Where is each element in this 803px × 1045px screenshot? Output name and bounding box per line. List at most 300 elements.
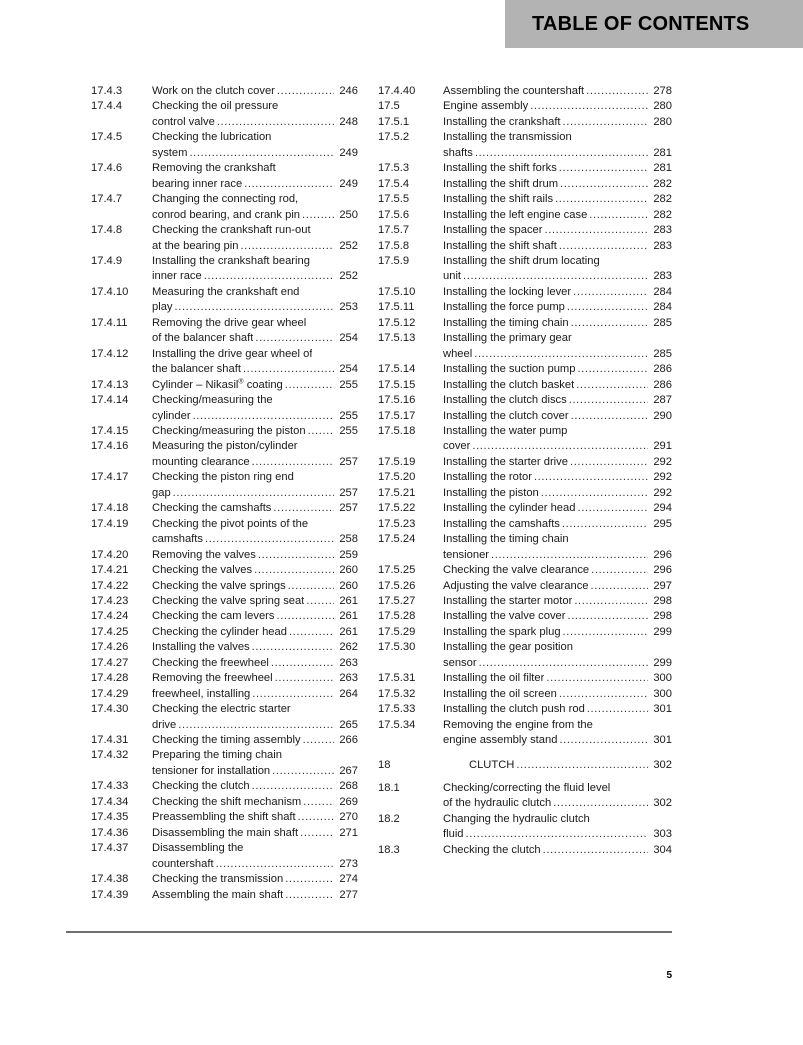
toc-entry-text bbox=[152, 579, 358, 594]
toc-entry-label: Installing the suction pump bbox=[443, 363, 576, 376]
toc-column-left bbox=[91, 84, 358, 903]
toc-leader-dots bbox=[559, 239, 648, 254]
toc-entry[interactable] bbox=[91, 548, 358, 563]
toc-leader-dots bbox=[285, 378, 334, 393]
toc-entry-label: freewheel, installing bbox=[152, 687, 251, 700]
toc-entry[interactable] bbox=[378, 563, 672, 578]
toc-entry-label: Checking the electric starter bbox=[152, 703, 291, 716]
toc-entry-number: 17.4.35 bbox=[91, 811, 129, 824]
toc-entry[interactable] bbox=[378, 594, 672, 609]
toc-entry-label: Installing the shift drum locating bbox=[443, 254, 600, 267]
toc-entry-text bbox=[443, 563, 672, 578]
toc-entry-label: Installing the transmission bbox=[443, 131, 572, 144]
toc-entry-number: 17.5.28 bbox=[378, 610, 416, 623]
toc-entry-number: 17.4.11 bbox=[91, 316, 128, 329]
toc-chapter-entry[interactable] bbox=[378, 758, 672, 773]
toc-entry-number: 17.4.32 bbox=[91, 749, 129, 762]
toc-entry-number: 17.4.26 bbox=[91, 641, 129, 654]
toc-leader-dots bbox=[288, 579, 334, 594]
toc-entry[interactable] bbox=[378, 316, 672, 331]
toc-entry[interactable] bbox=[378, 718, 672, 749]
toc-leader-dots bbox=[271, 656, 334, 671]
toc-entry[interactable] bbox=[91, 192, 358, 223]
toc-entry-page: 298 bbox=[653, 610, 672, 623]
toc-entry-label: bearing inner race bbox=[152, 177, 243, 190]
toc-entry-text bbox=[152, 99, 358, 130]
toc-entry-page: 246 bbox=[339, 85, 358, 97]
toc-entry-number: 17.4.25 bbox=[91, 625, 129, 638]
toc-entry-label: Assembling the countershaft bbox=[443, 85, 585, 97]
toc-entry-label: conrod bearing, and crank pin bbox=[152, 208, 301, 221]
toc-entry[interactable] bbox=[91, 501, 358, 516]
toc-entry-number: 17.5.4 bbox=[378, 177, 410, 190]
toc-entry-number: 17.5.26 bbox=[378, 579, 416, 592]
toc-leader-dots bbox=[546, 671, 648, 686]
toc-entry[interactable] bbox=[91, 254, 358, 285]
toc-entry-text bbox=[469, 758, 672, 773]
toc-entry[interactable] bbox=[378, 331, 672, 362]
toc-entry[interactable] bbox=[91, 579, 358, 594]
toc-entry[interactable] bbox=[378, 223, 672, 238]
toc-entry-text bbox=[443, 781, 672, 812]
toc-entry-text bbox=[152, 254, 358, 285]
toc-entry-label: cover bbox=[443, 440, 471, 453]
toc-leader-dots bbox=[240, 239, 334, 254]
toc-entry-text bbox=[443, 177, 672, 192]
toc-leader-dots bbox=[289, 625, 334, 640]
toc-entry-page: 254 bbox=[339, 332, 358, 345]
toc-entry-text bbox=[443, 99, 672, 114]
toc-entry-label: Changing the hydraulic clutch bbox=[443, 812, 590, 825]
toc-leader-dots bbox=[273, 501, 334, 516]
toc-leader-dots bbox=[569, 393, 648, 408]
toc-leader-dots bbox=[300, 826, 334, 841]
toc-entry-label: Installing the spacer bbox=[443, 224, 543, 237]
toc-entry-label: Installing the oil filter bbox=[443, 672, 545, 685]
toc-entry[interactable] bbox=[378, 378, 672, 393]
toc-leader-dots bbox=[303, 733, 334, 748]
toc-entry-label: Installing the locking lever bbox=[443, 285, 572, 298]
toc-entry-label: Checking the pivot points of the bbox=[152, 517, 309, 530]
toc-entry[interactable] bbox=[91, 130, 358, 161]
toc-entry-number: 17.4.4 bbox=[91, 100, 123, 113]
toc-entry[interactable] bbox=[378, 501, 672, 516]
toc-leader-dots bbox=[255, 331, 334, 346]
toc-entry-label: Installing the starter motor bbox=[443, 594, 573, 607]
toc-leader-dots bbox=[272, 764, 334, 779]
toc-entry[interactable] bbox=[378, 362, 672, 377]
toc-entry-number: 17.4.28 bbox=[91, 672, 129, 685]
toc-entry-label: Preassembling the shift shaft bbox=[152, 811, 296, 824]
toc-entry-page: 280 bbox=[653, 100, 672, 113]
toc-entry-label: Removing the freewheel bbox=[152, 672, 273, 685]
toc-entry-text bbox=[152, 841, 358, 872]
toc-entry-page: 254 bbox=[339, 363, 358, 376]
toc-entry-label: cylinder bbox=[152, 409, 191, 422]
toc-leader-dots bbox=[577, 501, 648, 516]
toc-entry-label: Installing the shift drum bbox=[443, 177, 559, 190]
toc-entry-page: 260 bbox=[339, 564, 358, 577]
toc-entry-number: 17.4.9 bbox=[91, 254, 123, 267]
toc-leader-dots bbox=[244, 177, 334, 192]
toc-entry-text bbox=[152, 439, 358, 470]
toc-entry[interactable] bbox=[91, 378, 358, 393]
toc-entry[interactable] bbox=[378, 84, 672, 99]
toc-entry-number: 17.4.16 bbox=[91, 440, 129, 453]
toc-entry[interactable] bbox=[91, 161, 358, 192]
toc-entry-page: 259 bbox=[339, 548, 358, 561]
toc-entry[interactable] bbox=[378, 192, 672, 207]
toc-entry[interactable] bbox=[91, 702, 358, 733]
toc-entry[interactable] bbox=[378, 609, 672, 624]
toc-leader-dots bbox=[302, 208, 334, 223]
toc-entry-page: 287 bbox=[653, 394, 672, 407]
toc-entry-page: 296 bbox=[653, 564, 672, 577]
toc-entry[interactable] bbox=[91, 99, 358, 130]
toc-entry[interactable] bbox=[91, 223, 358, 254]
toc-entry-number: 17.5.21 bbox=[378, 486, 416, 499]
toc-entry-label: Installing the camshafts bbox=[443, 517, 560, 530]
toc-entry-page: 300 bbox=[653, 687, 672, 700]
toc-entry[interactable] bbox=[378, 300, 672, 315]
toc-entry-text bbox=[152, 316, 358, 347]
toc-entry[interactable] bbox=[378, 254, 672, 285]
toc-entry[interactable] bbox=[91, 347, 358, 378]
toc-entry[interactable] bbox=[378, 161, 672, 176]
toc-leader-dots bbox=[463, 269, 648, 284]
toc-entry-label: Installing the clutch discs bbox=[443, 394, 567, 407]
toc-leader-dots bbox=[285, 888, 334, 903]
toc-entry-text bbox=[443, 501, 672, 516]
toc-entry-page: 261 bbox=[339, 625, 358, 638]
toc-entry-label: Removing the valves bbox=[152, 548, 256, 561]
toc-entry-text bbox=[443, 486, 672, 501]
toc-entry-number: 17.5.15 bbox=[378, 378, 416, 391]
toc-entry-page: 266 bbox=[339, 734, 358, 747]
toc-entry[interactable] bbox=[91, 84, 358, 99]
toc-entry-page: 296 bbox=[653, 548, 672, 561]
toc-entry-text bbox=[152, 517, 358, 548]
toc-entry-number: 17.5.20 bbox=[378, 471, 416, 484]
toc-entry-number: 18.2 bbox=[378, 812, 400, 825]
toc-entry[interactable] bbox=[378, 625, 672, 640]
toc-leader-dots bbox=[589, 208, 648, 223]
toc-entry[interactable] bbox=[378, 208, 672, 223]
toc-entry-label: Installing the gear position bbox=[443, 641, 573, 654]
toc-entry-label: fluid bbox=[443, 828, 464, 841]
toc-entry-page: 295 bbox=[653, 517, 672, 530]
toc-entry[interactable] bbox=[378, 781, 672, 812]
toc-leader-dots bbox=[573, 285, 648, 300]
toc-entry[interactable] bbox=[378, 812, 672, 843]
toc-entry-label: Installing the clutch push rod bbox=[443, 703, 585, 716]
toc-entry-page: 304 bbox=[653, 843, 672, 856]
toc-entry[interactable] bbox=[378, 702, 672, 717]
toc-entry[interactable] bbox=[91, 285, 358, 316]
toc-entry-number: 17.5.1 bbox=[378, 115, 410, 128]
toc-entry-label: Work on the clutch cover bbox=[152, 85, 275, 97]
toc-entry-number: 17.4.21 bbox=[91, 564, 129, 577]
toc-entry[interactable] bbox=[378, 843, 672, 858]
toc-entry[interactable] bbox=[91, 424, 358, 439]
toc-entry[interactable] bbox=[378, 99, 672, 114]
toc-entry-text bbox=[443, 718, 672, 749]
toc-entry-label: Checking the piston ring end bbox=[152, 471, 294, 484]
toc-entry[interactable] bbox=[378, 671, 672, 686]
toc-entry-page: 283 bbox=[653, 239, 672, 252]
toc-entry-number: 17.5.10 bbox=[378, 285, 416, 298]
toc-leader-dots bbox=[308, 424, 334, 439]
toc-entry-label: Measuring the piston/cylinder bbox=[152, 440, 298, 453]
toc-entry-page: 269 bbox=[339, 795, 358, 808]
toc-entry-page: 271 bbox=[339, 826, 358, 839]
toc-entry[interactable] bbox=[91, 517, 358, 548]
toc-entry-page: 302 bbox=[653, 797, 672, 810]
toc-entry-label: Engine assembly bbox=[443, 100, 529, 113]
toc-entry[interactable] bbox=[378, 115, 672, 130]
toc-leader-dots bbox=[193, 409, 334, 424]
toc-entry-label: Checking the camshafts bbox=[152, 502, 272, 515]
toc-entry-label: Cylinder – Nikasil® coating bbox=[152, 377, 283, 391]
toc-entry[interactable] bbox=[378, 640, 672, 671]
toc-entry-number: 17.4.29 bbox=[91, 687, 129, 700]
toc-leader-dots bbox=[285, 872, 334, 887]
toc-entry-label: the balancer shaft bbox=[152, 363, 241, 376]
toc-leader-dots bbox=[591, 563, 648, 578]
toc-entry-text bbox=[152, 625, 358, 640]
toc-entry-page: 250 bbox=[339, 208, 358, 221]
toc-entry-text bbox=[152, 609, 358, 624]
toc-entry-label: countershaft bbox=[152, 857, 214, 870]
toc-entry-page: 252 bbox=[339, 239, 358, 252]
toc-entry-label: Installing the shift shaft bbox=[443, 239, 557, 252]
toc-entry[interactable] bbox=[378, 517, 672, 532]
toc-entry-label: Installing the shift rails bbox=[443, 193, 554, 206]
toc-leader-dots bbox=[570, 455, 648, 470]
toc-entry-number: 17.4.6 bbox=[91, 162, 123, 175]
toc-entry-label: Preparing the timing chain bbox=[152, 749, 282, 762]
toc-entry-label: Installing the crankshaft bbox=[443, 115, 561, 128]
toc-column-right bbox=[378, 84, 672, 858]
toc-entry[interactable] bbox=[91, 640, 358, 655]
toc-entry-label: Installing the left engine case bbox=[443, 208, 588, 221]
toc-entry[interactable] bbox=[91, 872, 358, 887]
toc-entry-text bbox=[152, 501, 358, 516]
toc-entry-label: Checking the valves bbox=[152, 564, 253, 577]
toc-entry-number: 17.4.39 bbox=[91, 888, 129, 901]
toc-entry[interactable] bbox=[378, 393, 672, 408]
toc-leader-dots bbox=[534, 470, 648, 485]
toc-entry[interactable] bbox=[91, 795, 358, 810]
toc-entry[interactable] bbox=[91, 810, 358, 825]
toc-entry-number: 17.5.19 bbox=[378, 455, 416, 468]
toc-entry[interactable] bbox=[91, 439, 358, 470]
toc-entry-label: Checking/correcting the fluid level bbox=[443, 781, 611, 794]
toc-entry-label: Checking the cam levers bbox=[152, 610, 275, 623]
toc-entry[interactable] bbox=[91, 687, 358, 702]
toc-entry-text bbox=[152, 733, 358, 748]
toc-leader-dots bbox=[591, 579, 648, 594]
toc-entry-page: 299 bbox=[653, 656, 672, 669]
toc-entry[interactable] bbox=[378, 579, 672, 594]
toc-entry-page: 280 bbox=[653, 115, 672, 128]
toc-entry-text bbox=[152, 748, 358, 779]
toc-entry-number: 17.5.24 bbox=[378, 533, 416, 546]
toc-entry-page: 286 bbox=[653, 378, 672, 391]
toc-entry-page: 255 bbox=[339, 424, 358, 437]
toc-entry[interactable] bbox=[91, 594, 358, 609]
toc-entry-page: 299 bbox=[653, 625, 672, 638]
toc-entry-number: 17.4.30 bbox=[91, 703, 129, 716]
toc-entry[interactable] bbox=[378, 239, 672, 254]
toc-entry[interactable] bbox=[91, 393, 358, 424]
toc-entry-page: 255 bbox=[339, 378, 358, 391]
toc-entry-text bbox=[443, 470, 672, 485]
toc-entry[interactable] bbox=[91, 779, 358, 794]
toc-entry-page: 277 bbox=[339, 888, 358, 901]
toc-entry-page: 278 bbox=[653, 85, 672, 97]
toc-entry-page: 255 bbox=[339, 409, 358, 422]
toc-entry-page: 268 bbox=[339, 780, 358, 793]
toc-leader-dots bbox=[254, 563, 334, 578]
toc-entry[interactable] bbox=[91, 826, 358, 841]
toc-entry-page: 267 bbox=[339, 764, 358, 777]
toc-entry[interactable] bbox=[91, 656, 358, 671]
toc-entry-text bbox=[443, 424, 672, 455]
toc-entry-label: Assembling the main shaft bbox=[152, 888, 284, 901]
toc-leader-dots bbox=[479, 656, 648, 671]
toc-entry-label: wheel bbox=[443, 347, 473, 360]
toc-entry[interactable] bbox=[91, 316, 358, 347]
toc-leader-dots bbox=[555, 192, 648, 207]
toc-entry-number: 17.4.8 bbox=[91, 224, 123, 237]
toc-entry-page: 303 bbox=[653, 828, 672, 841]
toc-entry[interactable] bbox=[378, 424, 672, 455]
toc-entry-number: 17.5.29 bbox=[378, 625, 416, 638]
toc-leader-dots bbox=[563, 625, 648, 640]
toc-leader-dots bbox=[559, 687, 648, 702]
toc-entry-label: Checking the valve springs bbox=[152, 579, 286, 592]
toc-entry-label: mounting clearance bbox=[152, 455, 250, 468]
toc-entry[interactable] bbox=[91, 625, 358, 640]
toc-entry[interactable] bbox=[378, 532, 672, 563]
toc-entry-page: 252 bbox=[339, 270, 358, 283]
toc-entry-label: Removing the crankshaft bbox=[152, 162, 276, 175]
toc-entry-page: 257 bbox=[339, 502, 358, 515]
toc-entry-text bbox=[152, 393, 358, 424]
toc-leader-dots bbox=[560, 177, 648, 192]
toc-entry-text bbox=[443, 239, 672, 254]
toc-entry-number: 17.4.31 bbox=[91, 734, 129, 747]
toc-entry-number: 17.5.33 bbox=[378, 703, 416, 716]
toc-leader-dots bbox=[559, 161, 648, 176]
toc-entry-label: Installing the cylinder head bbox=[443, 502, 576, 515]
toc-entry-text bbox=[443, 455, 672, 470]
toc-entry-number: 17.5.30 bbox=[378, 641, 416, 654]
toc-entry-label: sensor bbox=[443, 656, 477, 669]
toc-entry-label: Installing the crankshaft bearing bbox=[152, 254, 310, 267]
toc-entry-number: 17.4.33 bbox=[91, 780, 129, 793]
toc-entry[interactable] bbox=[378, 687, 672, 702]
toc-entry-label: Installing the clutch basket bbox=[443, 378, 575, 391]
toc-leader-dots bbox=[571, 316, 648, 331]
toc-entry-number: 17.4.15 bbox=[91, 424, 129, 437]
toc-entry-page: 284 bbox=[653, 301, 672, 314]
toc-entry[interactable] bbox=[378, 177, 672, 192]
toc-entry-label: at the bearing pin bbox=[152, 239, 239, 252]
toc-entry[interactable] bbox=[378, 285, 672, 300]
toc-leader-dots bbox=[571, 409, 648, 424]
toc-entry-text bbox=[152, 84, 358, 99]
toc-entry[interactable] bbox=[91, 671, 358, 686]
toc-leader-dots bbox=[217, 115, 334, 130]
toc-entry-page: 265 bbox=[339, 718, 358, 731]
toc-entry-text bbox=[443, 812, 672, 843]
toc-entry[interactable] bbox=[91, 841, 358, 872]
toc-entry-text bbox=[152, 424, 358, 439]
toc-leader-dots bbox=[576, 378, 648, 393]
toc-entry-text bbox=[443, 285, 672, 300]
toc-entry-number: 17.4.3 bbox=[91, 85, 123, 97]
toc-leader-dots bbox=[563, 115, 648, 130]
toc-leader-dots bbox=[541, 486, 648, 501]
toc-entry[interactable] bbox=[91, 733, 358, 748]
toc-leader-dots bbox=[474, 347, 648, 362]
toc-entry[interactable] bbox=[91, 609, 358, 624]
toc-leader-dots bbox=[559, 733, 648, 748]
toc-entry-number: 17.5.3 bbox=[378, 162, 410, 175]
toc-entry[interactable] bbox=[91, 888, 358, 903]
toc-entry[interactable] bbox=[378, 455, 672, 470]
toc-entry-page: 283 bbox=[653, 270, 672, 283]
toc-entry-text bbox=[443, 579, 672, 594]
toc-entry-label: Changing the connecting rod, bbox=[152, 193, 299, 206]
toc-entry-page: 285 bbox=[653, 316, 672, 329]
toc-entry-text bbox=[443, 84, 672, 99]
toc-entry-number: 17.4.23 bbox=[91, 594, 129, 607]
toc-entry[interactable] bbox=[378, 486, 672, 501]
toc-entry-text bbox=[152, 795, 358, 810]
toc-entry-text bbox=[152, 640, 358, 655]
toc-entry[interactable] bbox=[378, 409, 672, 424]
toc-entry-text bbox=[443, 393, 672, 408]
toc-entry-number: 17.4.36 bbox=[91, 826, 129, 839]
toc-entry-label: unit bbox=[443, 270, 462, 283]
toc-entry[interactable] bbox=[91, 563, 358, 578]
toc-entry[interactable] bbox=[91, 470, 358, 501]
toc-entry-text bbox=[443, 161, 672, 176]
page-number: 5 bbox=[666, 970, 672, 981]
toc-entry[interactable] bbox=[378, 130, 672, 161]
toc-entry-text bbox=[443, 671, 672, 686]
toc-entry-number: 17.5.5 bbox=[378, 193, 410, 206]
toc-entry-text bbox=[152, 130, 358, 161]
toc-entry-number: 17.5.23 bbox=[378, 517, 416, 530]
toc-entry-number: 17.4.27 bbox=[91, 656, 129, 669]
toc-entry-page: 292 bbox=[653, 486, 672, 499]
toc-leader-dots bbox=[252, 455, 334, 470]
toc-entry[interactable] bbox=[378, 470, 672, 485]
toc-entry-number: 17.5.25 bbox=[378, 564, 416, 577]
toc-leader-dots bbox=[258, 548, 334, 563]
toc-entry-label: Checking the clutch bbox=[152, 780, 250, 793]
toc-entry-label: Installing the primary gear bbox=[443, 332, 572, 345]
toc-entry-label: Disassembling the main shaft bbox=[152, 826, 299, 839]
toc-entry-page: 282 bbox=[653, 208, 672, 221]
toc-entry[interactable] bbox=[91, 748, 358, 779]
toc-entry-text bbox=[152, 285, 358, 316]
toc-entry-text bbox=[443, 331, 672, 362]
